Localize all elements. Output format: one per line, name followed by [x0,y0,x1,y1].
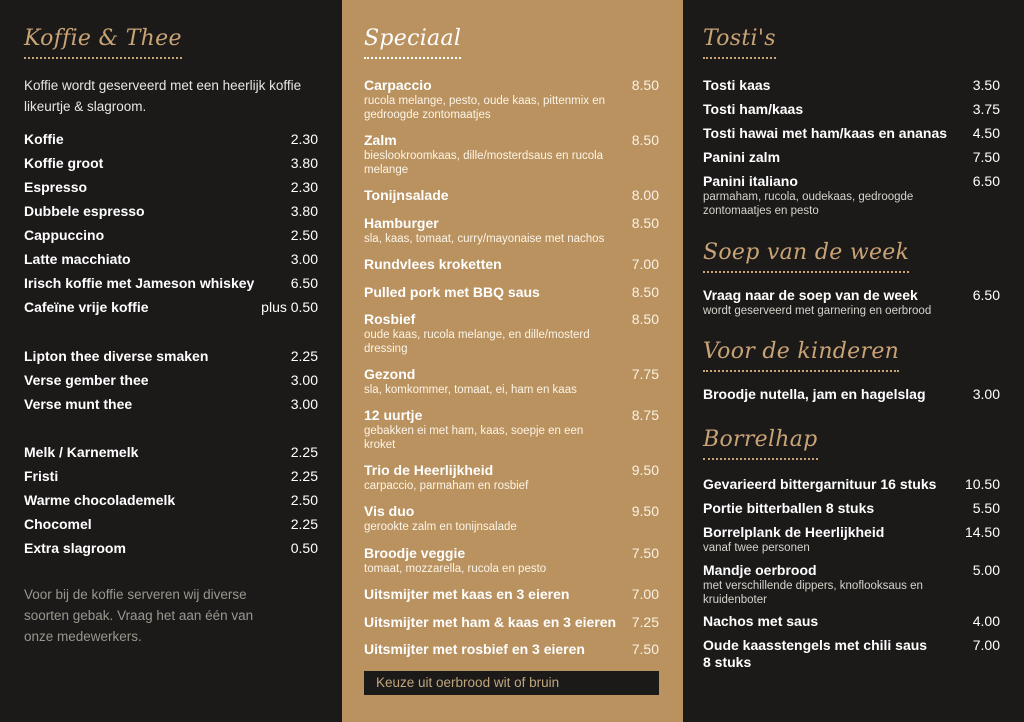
list-item [703,500,1000,524]
kinderen-heading: Voor de kinderen [703,339,899,372]
item-price: 9.50 [631,503,659,519]
koffie-list [24,131,318,323]
item-name: Lipton thee diverse smaken [24,348,209,364]
koffie-thee-heading: Koffie & Thee [24,26,182,59]
list-item [24,516,318,540]
item-name: Extra slagroom [24,540,126,556]
list-item [703,125,1000,149]
item-name: Koffie groot [24,155,104,171]
item-name: Latte macchiato [24,251,131,267]
item-name: Uitsmijter met kaas en 3 eieren [364,586,570,602]
item-name: Warme chocolademelk [24,492,176,508]
item-name: Dubbele espresso [24,203,145,219]
zalm-item [364,132,659,177]
soep-heading: Soep van de week [703,240,909,273]
item-price: 3.80 [290,203,318,219]
item-price: 8.50 [631,77,659,93]
list-item [703,173,1000,218]
item-name: Rundvlees kroketten [364,256,502,272]
pulled-pork-item [364,284,659,301]
item-price: 6.50 [290,275,318,291]
item-name: Trio de Heerlijkheid [364,462,494,478]
item-price: 2.30 [290,179,318,195]
list-item [703,524,1000,562]
item-description: tomaat, mozzarella, rucola en pesto [364,563,547,575]
item-price: 6.50 [972,287,1000,303]
item-name: Verse gember thee [24,372,149,388]
item-name: Gezond [364,366,416,382]
list-item [703,101,1000,125]
speciaal-column [342,0,683,722]
item-description: sla, kaas, tomaat, curry/mayonaise met nachos [364,233,605,245]
uitsmijter-rosbief-item [364,641,659,658]
item-name: Hamburger [364,215,439,231]
uurtje-item [364,407,659,452]
item-name: Oude kaasstengels met chili saus 8 stuks [703,637,928,670]
item-price: 2.25 [290,444,318,460]
item-price: 3.00 [290,251,318,267]
list-item [24,203,318,227]
list-item [703,149,1000,173]
item-price: 2.25 [290,468,318,484]
item-description: rucola melange, pesto, oude kaas, pittenmix en gedroogde zontomaatjes [364,95,606,121]
item-description: oude kaas, rucola melange, en dille/mosterd dressing [364,329,590,355]
list-item [24,540,318,564]
item-name: Tosti ham/kaas [703,101,804,117]
uitsmijter-ham-item [364,614,659,631]
item-name: Tosti kaas [703,77,771,93]
item-description: gerookte zalm en tonijnsalade [364,521,517,533]
item-name: Broodje nutella, jam en hagelslag [703,386,926,402]
rosbief-item [364,311,659,356]
item-price: 3.00 [972,386,1000,402]
item-price: 10.50 [964,476,1000,492]
vis-duo-item [364,503,659,534]
list-item [703,613,1000,637]
gezond-item [364,366,659,397]
tostis-list [703,77,1000,218]
item-price: 8.50 [631,284,659,300]
item-description: gebakken ei met ham, kaas, soepje en een kroket [364,425,584,451]
item-description: carpaccio, parmaham en rosbief [364,480,529,492]
list-item [24,251,318,275]
item-price: 2.25 [290,516,318,532]
borrelhap-heading: Borrelhap [703,427,818,460]
item-price: 3.00 [290,372,318,388]
list-item [24,372,318,396]
item-name: Vis duo [364,503,415,519]
item-name: Mandje oerbrood [703,562,817,578]
item-price: 8.00 [631,187,659,203]
item-description: parmaham, rucola, oudekaas, gedroogde zontomaatjes en pesto [703,191,914,217]
list-item [703,562,1000,613]
item-price: 7.50 [631,641,659,657]
item-price: 7.00 [631,256,659,272]
item-name: Cafeïne vrije koffie [24,299,149,315]
speciaal-heading: Speciaal [364,26,461,59]
item-price: 3.00 [290,396,318,412]
item-description: met verschillende dippers, knoflooksaus en kruidenboter [703,580,923,606]
list-item [703,77,1000,101]
item-price: 7.50 [631,545,659,561]
list-item [24,348,318,372]
item-name: Vraag naar de soep van de week [703,287,918,303]
item-description: wordt geserveerd met garnering en oerbrood [703,305,932,317]
item-name: Verse munt thee [24,396,133,412]
item-description: vanaf twee personen [703,542,810,554]
item-price: 4.00 [972,613,1000,629]
tostis-heading: Tosti's [703,26,776,59]
item-name: Portie bitterballen 8 stuks [703,500,875,516]
item-price: 7.50 [972,149,1000,165]
list-item [24,179,318,203]
item-name: Tosti hawai met ham/kaas en ananas [703,125,948,141]
item-price: plus 0.50 [261,299,318,315]
item-price: 3.50 [972,77,1000,93]
item-price: 2.50 [290,492,318,508]
koffie-intro: Koffie wordt geserveerd met een heerlijk koffie likeurtje & slagroom. [24,78,302,114]
item-price: 7.75 [631,366,659,382]
veggie-item [364,545,659,576]
item-price: 7.25 [631,614,659,630]
item-name: 12 uurtje [364,407,423,423]
item-name: Chocomel [24,516,92,532]
item-name: Rosbief [364,311,416,327]
melk-list [24,444,318,564]
item-price: 3.80 [290,155,318,171]
trio-item [364,462,659,493]
kroketten-item [364,256,659,273]
item-price: 7.00 [972,637,1000,653]
item-price: 2.50 [290,227,318,243]
item-name: Borrelplank de Heerlijkheid [703,524,885,540]
uitsmijter-kaas-item [364,586,659,603]
item-price: 9.50 [631,462,659,478]
kinderen-item [703,386,1000,403]
borrelhap-list [703,476,1000,671]
item-name: Cappuccino [24,227,105,243]
item-price: 2.25 [290,348,318,364]
tostis-column [683,0,1024,722]
list-item [24,299,318,323]
item-price: 2.30 [290,131,318,147]
item-name: Nachos met saus [703,613,819,629]
item-price: 5.50 [972,500,1000,516]
item-name: Pulled pork met BBQ saus [364,284,540,300]
item-name: Tonijnsalade [364,187,449,203]
item-price: 6.50 [972,173,1000,189]
item-name: Broodje veggie [364,545,466,561]
item-description: sla, komkommer, tomaat, ei, ham en kaas [364,384,577,396]
item-name: Melk / Karnemelk [24,444,139,460]
thee-list [24,348,318,420]
item-name: Koffie [24,131,64,147]
item-price: 7.00 [631,586,659,602]
hamburger-item [364,215,659,246]
item-name: Zalm [364,132,397,148]
list-item [24,227,318,251]
list-item [24,396,318,420]
list-item [24,492,318,516]
item-price: 0.50 [290,540,318,556]
item-name: Uitsmijter met ham & kaas en 3 eieren [364,614,617,630]
list-item [24,155,318,179]
gebak-note: Voor bij de koffie serveren wij diverse soorten gebak. Vraag het aan één van onze medewerkers. [24,587,254,644]
item-name: Fristi [24,468,59,484]
item-name: Gevarieerd bittergarnituur 16 stuks [703,476,937,492]
koffie-thee-column [0,0,342,722]
list-item [703,476,1000,500]
list-item [24,275,318,299]
item-name: Panini italiano [703,173,798,189]
item-price: 14.50 [964,524,1000,540]
brood-keuze-note: Keuze uit oerbrood wit of bruin [364,671,659,695]
list-item [24,131,318,155]
list-item [24,468,318,492]
soep-item [703,287,1000,318]
item-name: Carpaccio [364,77,432,93]
item-price: 8.50 [631,311,659,327]
item-name: Espresso [24,179,88,195]
item-description: bieslookroomkaas, dille/mosterdsaus en rucola melange [364,150,604,176]
item-price: 5.00 [972,562,1000,578]
list-item [24,444,318,468]
item-price: 8.75 [631,407,659,423]
item-price: 8.50 [631,132,659,148]
tonijnsalade-item [364,187,659,204]
list-item [703,637,1000,671]
item-price: 4.50 [972,125,1000,141]
item-price: 8.50 [631,215,659,231]
item-name: Panini zalm [703,149,781,165]
item-name: Uitsmijter met rosbief en 3 eieren [364,641,585,657]
item-price: 3.75 [972,101,1000,117]
carpaccio-item [364,77,659,122]
item-name: Irisch koffie met Jameson whiskey [24,275,255,291]
